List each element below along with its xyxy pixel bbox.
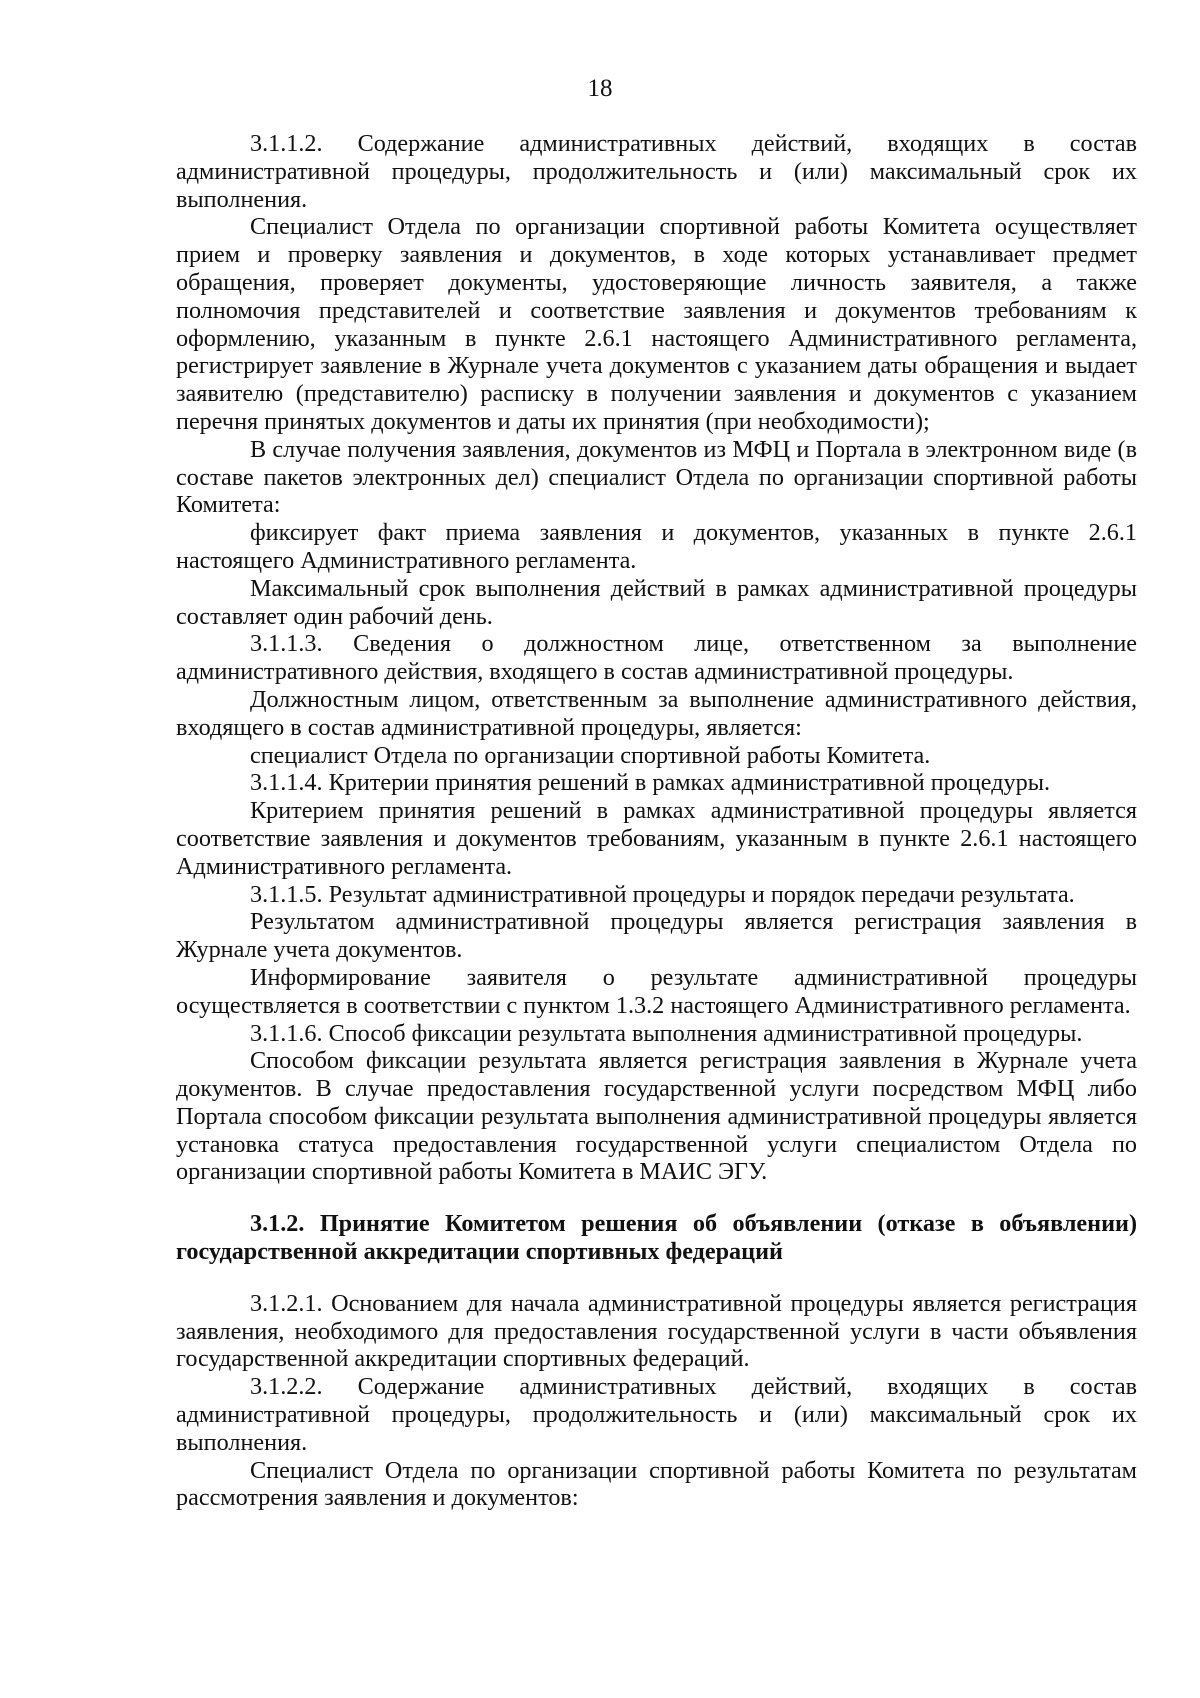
paragraph: Специалист Отдела по организации спортивной работы Комитета по результатам рассмотрения заявления и документов: xyxy=(176,1456,1137,1512)
document-body xyxy=(176,130,1137,1512)
section-heading: 3.1.2. Принятие Комитетом решения об объявлении (отказе в объявлении) государственной аккредитации спортивных федераций xyxy=(176,1210,1137,1266)
paragraph: 3.1.2.2. Содержание административных действий, входящих в состав административной процедуры, продолжительность и (или) максимальный срок их выполнения. xyxy=(176,1373,1137,1456)
paragraph: специалист Отдела по организации спортивной работы Комитета. xyxy=(250,741,931,769)
paragraph: Способом фиксации результата является регистрация заявления в Журнале учета документов. В случае предоставления государственной услуги посредством МФЦ либо Портала способом фиксации результата выполнения административной процедуры является установка статуса предоставления государственной услуги специалистом Отдела по организации спортивной работы Комитета в МАИС ЭГУ. xyxy=(176,1047,1137,1186)
paragraph: Должностным лицом, ответственным за выполнение административного действия, входящего в состав административной процедуры, является: xyxy=(176,685,1137,741)
paragraph: 3.1.2.1. Основанием для начала административной процедуры является регистрация заявления, необходимого для предоставления государственной услуги в части объявления государственной аккредитации спортивных федераций. xyxy=(176,1289,1137,1373)
paragraph: 3.1.1.6. Способ фиксации результата выполнения административной процедуры. xyxy=(250,1019,1083,1047)
paragraph: Максимальный срок выполнения действий в рамках административной процедуры составляет один рабочий день. xyxy=(176,574,1137,630)
paragraph: 3.1.1.4. Критерии принятия решений в рамках административной процедуры. xyxy=(250,769,1051,797)
paragraph: Результатом административной процедуры является регистрация заявления в Журнале учета документов. xyxy=(176,908,1137,964)
paragraph: В случае получения заявления, документов из МФЦ и Портала в электронном виде (в составе пакетов электронных дел) специалист Отдела по организации спортивной работы Комитета: xyxy=(176,435,1137,519)
page-number: 18 xyxy=(587,75,613,102)
paragraph: фиксирует факт приема заявления и документов, указанных в пункте 2.6.1 настоящего Административного регламента. xyxy=(176,519,1137,574)
paragraph: Специалист Отдела по организации спортивной работы Комитета осуществляет прием и проверку заявления и документов, в ходе которых устанавливает предмет обращения, проверяет документы, удостоверяющие личность заявителя, а также полномочия представителей и соответствие заявления и документов требованиям к оформлению, указанным в пункте 2.6.1 настоящего Административного регламента, регистрирует заявление в Журнале учета документов с указанием даты обращения и выдает заявителю (представителю) расписку в получении заявления и документов с указанием перечня принятых документов и даты их принятия (при необходимости); xyxy=(176,213,1137,435)
paragraph: Информирование заявителя о результате административной процедуры осуществляется в соответствии с пунктом 1.3.2 настоящего Административного регламента. xyxy=(176,963,1137,1019)
paragraph: 3.1.1.5. Результат административной процедуры и порядок передачи результата. xyxy=(250,880,1075,908)
paragraph: 3.1.1.3. Сведения о должностном лице, ответственном за выполнение административного действия, входящего в состав административной процедуры. xyxy=(176,630,1137,686)
paragraph: 3.1.1.2. Содержание административных действий, входящих в состав административной процедуры, продолжительность и (или) максимальный срок их выполнения. xyxy=(176,130,1137,213)
paragraph: Критерием принятия решений в рамках административной процедуры является соответствие заявления и документов требованиям, указанным в пункте 2.6.1 настоящего Административного регламента. xyxy=(176,797,1137,880)
